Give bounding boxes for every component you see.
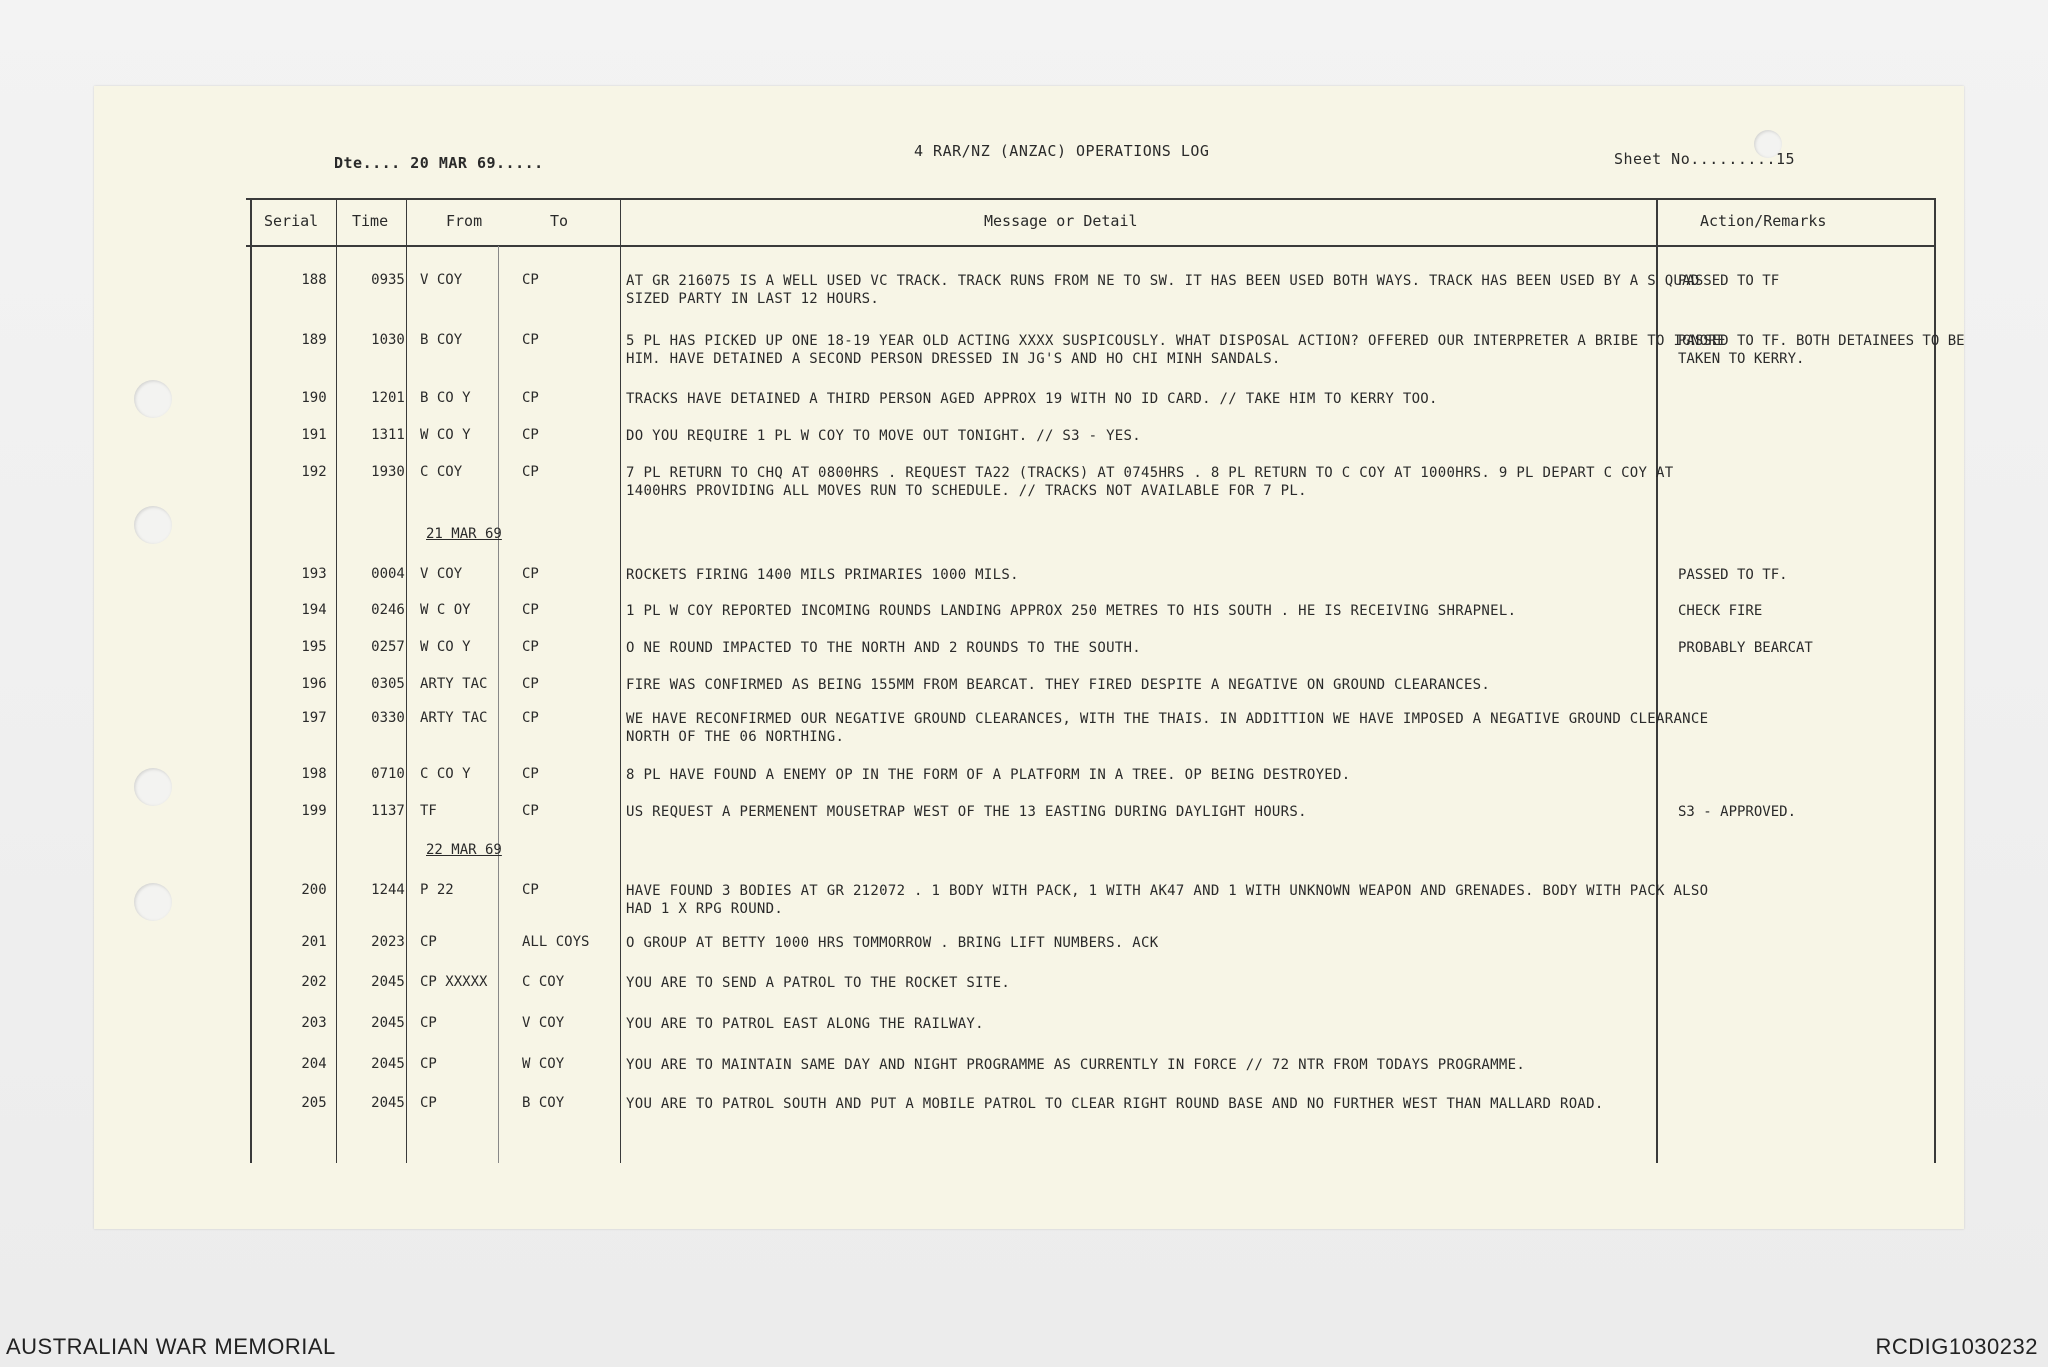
from-cell: W CO Y <box>420 639 471 655</box>
to-cell: W COY <box>522 1056 565 1072</box>
col-rule <box>250 198 252 1163</box>
from-cell: CP <box>420 934 437 950</box>
message-cell: YOU ARE TO PATROL EAST ALONG THE RAILWAY. <box>626 1016 984 1032</box>
page-title: 4 RAR/NZ (ANZAC) OPERATIONS LOG <box>914 142 1210 160</box>
message-cell: TRACKS HAVE DETAINED A THIRD PERSON AGED APPROX 19 WITH NO ID CARD. // TAKE HIM TO KERRY TOO. <box>626 391 1438 407</box>
header-bottom-rule <box>246 245 1934 247</box>
punch-hole <box>134 768 172 806</box>
serial-cell: 195 <box>301 639 327 655</box>
time-cell: 0330 <box>371 710 405 726</box>
log-date: Dte.... 20 MAR 69..... <box>334 154 544 172</box>
to-cell: ALL COYS <box>522 934 590 950</box>
to-cell: CP <box>522 639 539 655</box>
date-mark: 21 MAR 69 <box>426 526 502 542</box>
serial-cell: 197 <box>301 710 327 726</box>
message-cell: O GROUP AT BETTY 1000 HRS TOMMORROW . BRING LIFT NUMBERS. ACK <box>626 935 1159 951</box>
to-cell: CP <box>522 332 539 348</box>
serial-cell: 188 <box>301 272 327 288</box>
from-cell: C CO Y <box>420 766 471 782</box>
message-cell: DO YOU REQUIRE 1 PL W COY TO MOVE OUT TONIGHT. // S3 - YES. <box>626 428 1141 444</box>
time-cell: 2023 <box>371 934 405 950</box>
message-cell: FIRE WAS CONFIRMED AS BEING 155MM FROM BEARCAT. THEY FIRED DESPITE A NEGATIVE ON GROUND CLEARANCES. <box>626 677 1491 693</box>
from-cell: B COY <box>420 332 463 348</box>
punch-hole <box>134 380 172 418</box>
time-cell: 1244 <box>371 882 405 898</box>
time-cell: 1311 <box>371 427 405 443</box>
time-cell: 0246 <box>371 602 405 618</box>
from-cell: V COY <box>420 566 463 582</box>
col-header-message: Message or Detail <box>984 212 1138 230</box>
serial-cell: 200 <box>301 882 327 898</box>
from-cell: CP <box>420 1015 437 1031</box>
message-cell: HAVE FOUND 3 BODIES AT GR 212072 . 1 BODY WITH PACK, 1 WITH AK47 AND 1 WITH UNKNOWN WEAPON AND GRENADES. BODY WITH PACK ALSO HAD 1 X RPG ROUND. <box>626 883 1709 917</box>
to-cell: V COY <box>522 1015 565 1031</box>
punch-hole <box>134 506 172 544</box>
col-header-time: Time <box>352 212 389 230</box>
message-cell: AT GR 216075 IS A WELL USED VC TRACK. TRACK RUNS FROM NE TO SW. IT HAS BEEN USED BOTH WAYS. TRACK HAS BEEN USED BY A S QUAD SIZED PARTY IN LAST 12 HOURS. <box>626 273 1700 307</box>
to-cell: CP <box>522 803 539 819</box>
serial-cell: 193 <box>301 566 327 582</box>
punch-hole <box>134 883 172 921</box>
message-cell: O NE ROUND IMPACTED TO THE NORTH AND 2 ROUNDS TO THE SOUTH. <box>626 640 1141 656</box>
from-cell: TF <box>420 803 437 819</box>
col-header-to: To <box>550 212 569 230</box>
message-cell: 7 PL RETURN TO CHQ AT 0800HRS . REQUEST TA22 (TRACKS) AT 0745HRS . 8 PL RETURN TO C COY AT 1000HRS. 9 PL DEPART C COY AT 1400HRS PROVIDING ALL MOVES RUN TO SCHEDULE. // TRACKS NOT AVAILABLE FOR 7 PL. <box>626 465 1674 499</box>
time-cell: 1030 <box>371 332 405 348</box>
to-cell: C COY <box>522 974 565 990</box>
table-top-rule <box>246 198 1934 200</box>
message-cell: 8 PL HAVE FOUND A ENEMY OP IN THE FORM OF A PLATFORM IN A TREE. OP BEING DESTROYED. <box>626 767 1351 783</box>
from-cell: CP <box>420 1056 437 1072</box>
to-cell: CP <box>522 882 539 898</box>
serial-cell: 205 <box>301 1095 327 1111</box>
message-cell: YOU ARE TO SEND A PATROL TO THE ROCKET SITE. <box>626 975 1011 991</box>
serial-cell: 202 <box>301 974 327 990</box>
time-cell: 0257 <box>371 639 405 655</box>
from-cell: B CO Y <box>420 390 471 406</box>
serial-cell: 190 <box>301 390 327 406</box>
from-cell: CP XXXXX <box>420 974 488 990</box>
serial-cell: 199 <box>301 803 327 819</box>
serial-cell: 192 <box>301 464 327 480</box>
to-cell: CP <box>522 464 539 480</box>
to-cell: CP <box>522 602 539 618</box>
from-cell: CP <box>420 1095 437 1111</box>
archive-reference: RCDIG1030232 <box>1875 1334 2038 1359</box>
action-cell: PROBABLY BEARCAT <box>1678 640 1813 656</box>
message-cell: WE HAVE RECONFIRMED OUR NEGATIVE GROUND CLEARANCES, WITH THE THAIS. IN ADDITTION WE HAVE IMPOSED A NEGATIVE GROUND CLEARANCE NORTH OF THE 06 NORTHING. <box>626 711 1709 745</box>
message-cell: US REQUEST A PERMENENT MOUSETRAP WEST OF THE 13 EASTING DURING DAYLIGHT HOURS. <box>626 804 1307 820</box>
to-cell: CP <box>522 766 539 782</box>
message-cell: ROCKETS FIRING 1400 MILS PRIMARIES 1000 MILS. <box>626 567 1019 583</box>
action-cell: S3 - APPROVED. <box>1678 804 1797 820</box>
operations-log-sheet <box>94 86 1964 1229</box>
serial-cell: 201 <box>301 934 327 950</box>
serial-cell: 198 <box>301 766 327 782</box>
to-cell: CP <box>522 710 539 726</box>
date-mark: 22 MAR 69 <box>426 842 502 858</box>
sheet-number: Sheet No.........15 <box>1614 150 1796 168</box>
time-cell: 2045 <box>371 1095 405 1111</box>
col-header-action: Action/Remarks <box>1700 212 1827 230</box>
action-cell: PASSED TO TF. <box>1678 567 1788 583</box>
from-cell: ARTY TAC <box>420 676 488 692</box>
action-cell: CHECK FIRE <box>1678 603 1763 619</box>
from-cell: W CO Y <box>420 427 471 443</box>
time-cell: 2045 <box>371 974 405 990</box>
to-cell: CP <box>522 390 539 406</box>
serial-cell: 196 <box>301 676 327 692</box>
from-cell: V COY <box>420 272 463 288</box>
archive-credit: AUSTRALIAN WAR MEMORIAL <box>6 1334 336 1359</box>
to-cell: CP <box>522 566 539 582</box>
to-cell: CP <box>522 676 539 692</box>
from-cell: W C OY <box>420 602 471 618</box>
time-cell: 0004 <box>371 566 405 582</box>
action-cell: PASSED TO TF. BOTH DETAINEES TO BE TAKEN TO KERRY. <box>1678 333 1965 367</box>
to-cell: CP <box>522 272 539 288</box>
serial-cell: 194 <box>301 602 327 618</box>
from-cell: C COY <box>420 464 463 480</box>
time-cell: 1930 <box>371 464 405 480</box>
to-cell: CP <box>522 427 539 443</box>
time-cell: 0305 <box>371 676 405 692</box>
serial-cell: 191 <box>301 427 327 443</box>
col-header-from: From <box>446 212 483 230</box>
time-cell: 2045 <box>371 1056 405 1072</box>
message-cell: 1 PL W COY REPORTED INCOMING ROUNDS LANDING APPROX 250 METRES TO HIS SOUTH . HE IS RECEIVING SHRAPNEL. <box>626 603 1517 619</box>
from-cell: P 22 <box>420 882 454 898</box>
from-cell: ARTY TAC <box>420 710 488 726</box>
time-cell: 0710 <box>371 766 405 782</box>
time-cell: 0935 <box>371 272 405 288</box>
message-cell: YOU ARE TO MAINTAIN SAME DAY AND NIGHT PROGRAMME AS CURRENTLY IN FORCE // 72 NTR FROM TODAYS PROGRAMME. <box>626 1057 1526 1073</box>
serial-cell: 204 <box>301 1056 327 1072</box>
time-cell: 1137 <box>371 803 405 819</box>
to-cell: B COY <box>522 1095 565 1111</box>
serial-cell: 189 <box>301 332 327 348</box>
col-header-serial: Serial <box>264 212 319 230</box>
action-cell: PASSED TO TF <box>1678 273 1780 289</box>
message-cell: YOU ARE TO PATROL SOUTH AND PUT A MOBILE PATROL TO CLEAR RIGHT ROUND BASE AND NO FURTHER WEST THAN MALLARD ROAD. <box>626 1096 1604 1112</box>
time-cell: 1201 <box>371 390 405 406</box>
message-cell: 5 PL HAS PICKED UP ONE 18-19 YEAR OLD ACTING XXXX SUSPICOUSLY. WHAT DISPOSAL ACTION? OFFERED OUR INTERPRETER A BRIBE TO IGNORE HIM. HAVE DETAINED A SECOND PERSON DRESSED IN JG'S AND HO CHI MINH SANDALS. <box>626 333 1726 367</box>
serial-cell: 203 <box>301 1015 327 1031</box>
time-cell: 2045 <box>371 1015 405 1031</box>
